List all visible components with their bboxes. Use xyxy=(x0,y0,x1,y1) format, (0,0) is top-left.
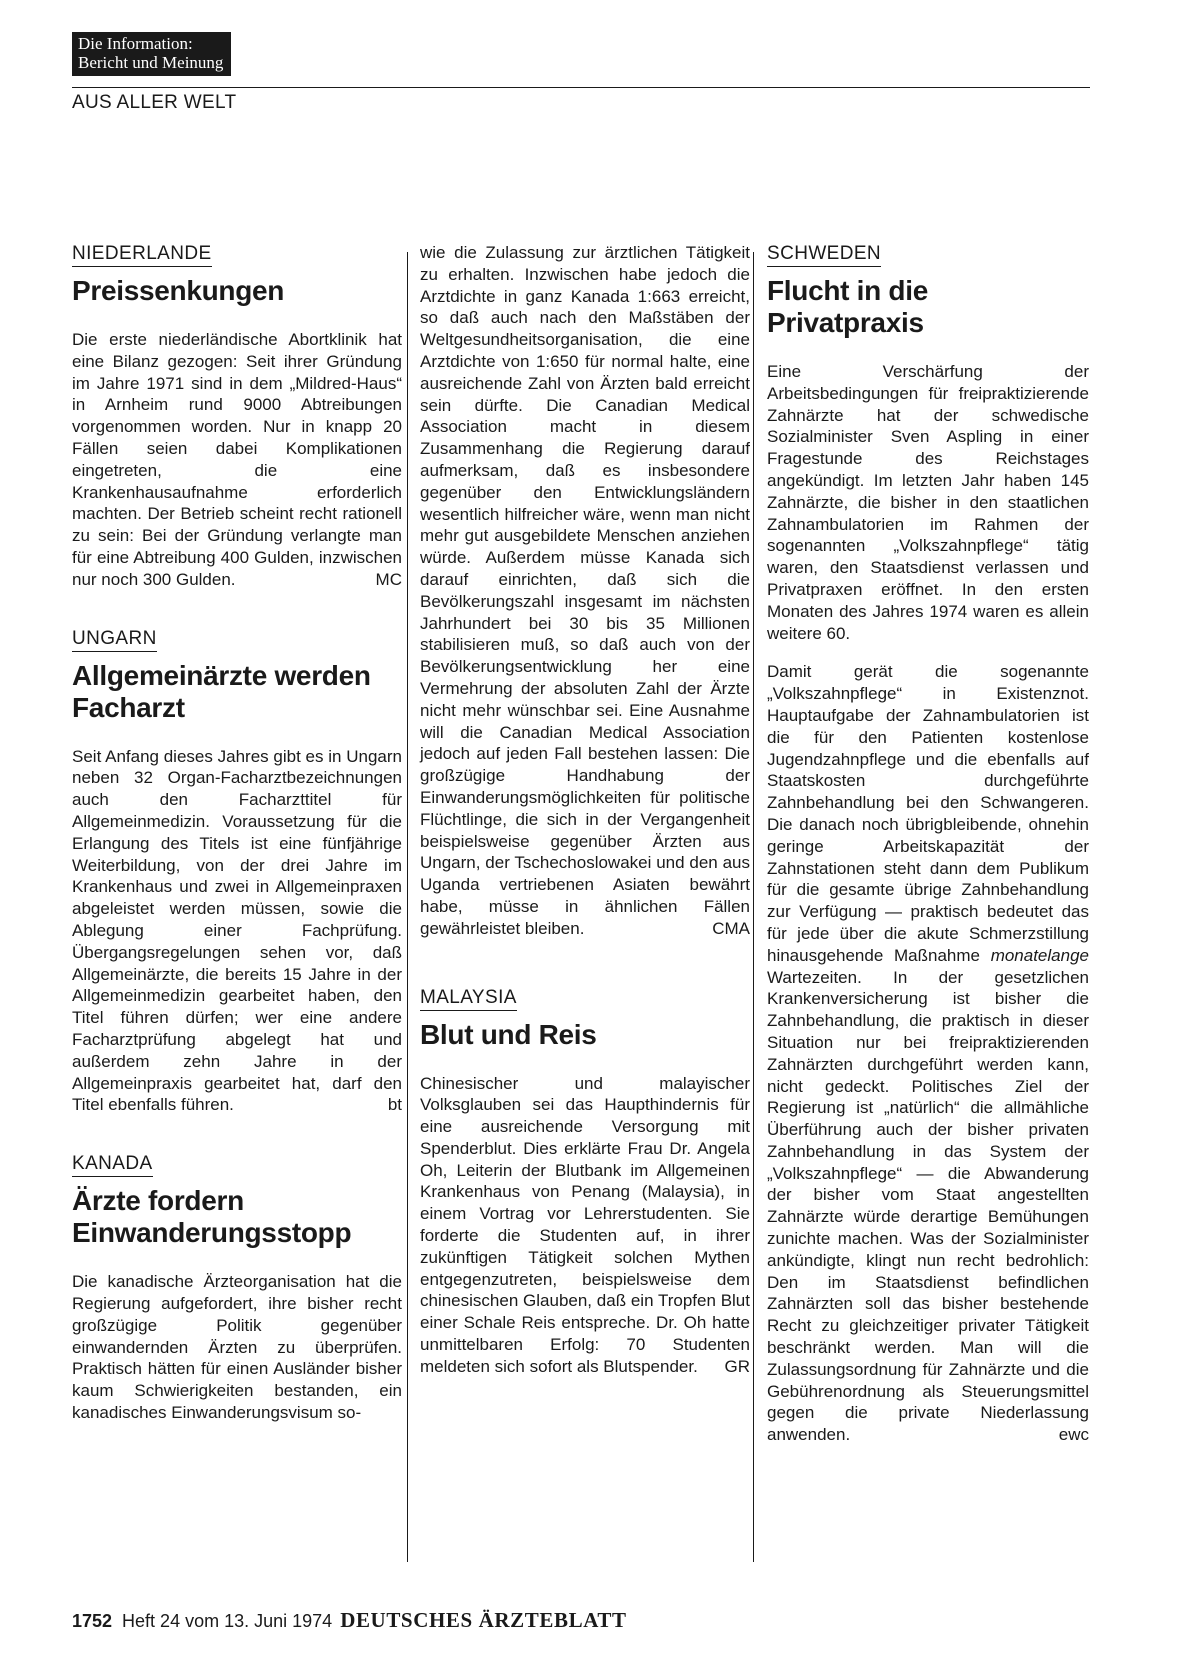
article-niederlande xyxy=(72,242,402,591)
column-1 xyxy=(72,242,402,1424)
rubric-line-1: Die Information: xyxy=(78,34,193,53)
article-kanada-continued xyxy=(420,242,750,940)
column-divider-2 xyxy=(753,252,754,1562)
article-body: Die kanadische Ärzteorganisation hat die Regierung aufgefordert, ihre bisher recht großzügige Politik gegenüber einwandernden Ärzten zu überprüfen. Praktisch hätten für einen Ausländer bisher kaum Schwierigkeiten bestanden, ein kanadisches Einwanderungsvisum so- xyxy=(72,1272,402,1422)
header-rubric-box xyxy=(72,32,231,76)
article-headline: Allgemeinärzte werden Facharzt xyxy=(72,659,371,723)
rubric-line-2: Bericht und Meinung xyxy=(78,53,224,72)
article-body: wie die Zulassung zur ärztlichen Tätigkeit zu erhalten. Inzwischen habe jedoch die Arztdichte in ganz Kanada 1:663 erreicht, so daß auch nach den Maßstäben der Weltgesundheitsorganisation, die eine Arztdichte von 1:650 für normal halte, eine ausreichende Zahl von Ärzten bald erreicht sein dürfte. Die Canadian Medical Association macht in diesem Zusammenhang die Regierung darauf aufmerksam, daß es insbesondere gegenüber den Entwicklungsländern wesentlich hilfreicher wäre, wenn man nicht mehr gut ausgebildete Menschen anziehen würde. Außerdem müsse Kanada sich darauf einrichten, daß sich die Bevölkerungszahl insgesamt im nächsten Jahrhundert bei 30 bis 35 Millionen stabilisieren muß, so daß auch von der Bevölkerungsentwicklung her eine Vermehrung der absoluten Zahl der Ärzte nicht mehr wünschbar sei. Eine Ausnahme will die Canadian Medical Association jedoch auf jeden Fall bestehen lassen: Die großzügige Handhabung der Einwanderungsmöglichkeiten für politische Flüchtlinge, die sich in der Vergangenheit beispielsweise gegenüber Ärzten aus Ungarn, der Tschechoslowakei und den aus Uganda vertriebenen Asiaten bewährt habe, müsse in ähnlichen Fällen gewährleistet bleiben. CMA xyxy=(420,243,750,938)
article-body: Chinesischer und malayischer Volksglauben sei das Haupthindernis für eine ausreichende Versorgung mit Spenderblut. Dies erklärte Frau Dr. Angela Oh, Leiterin der Blutbank im Allgemeinen Krankenhaus von Penang (Malaysia), in einem Vortrag vor Lehrerstudenten. Sie forderte die Studenten auf, in ihrer zukünftigen Tätigkeit solchen Mythen entgegenzutreten, beispielsweise dem chinesischen Glauben, daß ein Tropfen Blut einer Schale Reis entspreche. Dr. Oh hatte unmittelbaren Erfolg: 70 Studenten meldeten sich sofort als Blutspender. GR xyxy=(420,1073,750,1376)
article-body: Seit Anfang dieses Jahres gibt es in Ungarn neben 32 Organ-Facharztbezeichnungen auch den Facharzttitel für Allgemeinmedizin. Voraussetzung für die Erlangung des Titels ist eine fünfjährige Weiterbildung, von der drei Jahre im Krankenhaus und zwei in Allgemeinpraxen abgeleistet werden müssen, sowie die Ablegung einer Fachprüfung. Übergangsregelungen sehen vor, daß Allgemeinärzte, die bereits 15 Jahre in der Allgemeinmedizin gearbeitet haben, den Titel führen dürfen; wer eine andere Facharztprüfung abgelegt hat und außerdem zehn Jahre in der Allgemeinpraxis gearbeitet hat, darf den Titel ebenfalls führen. bt xyxy=(72,746,402,1115)
article-body-paragraph-2: Damit gerät die sogenannte „Volkszahnpflege“ in Existenznot. Hauptaufgabe der Zahnambulatorien ist die für den Patienten kostenlose Jugendzahnpflege und die ebenfalls auf Staatskosten durchgeführte Zahnbehandlung bei den Schwangeren. Die danach noch übrigbleibende, ohnehin geringe Arbeitskapazität der Zahnstationen steht dann dem Publikum für die gesamte übrige Zahnbehandlung zur Verfügung — praktisch bedeutet das für jede über die akute Schmerzstillung hinausgehende Maßnahme monatelange Wartezeiten. In der gesetzlichen Krankenversicherung ist bisher die Zahnbehandlung, die praktisch in dieser Situation nur bei freipraktizierenden Zahnärzten durchgeführt werden kann, nicht gedeckt. Politisches Ziel der Regierung ist „natürlich“ die allmähliche Überführung auch der bisher privaten Zahnbehandlung in das System der „Volkszahnpflege“ — die Abwanderung der bisher vom Staat angestellten Zahnärzte würde derartige Bemühungen zunichte machen. Was der Sozialminister ankündigte, klingt nun recht bedrohlich: Den im Staatsdienst befindlichen Zahnärzten soll das bisher bestehende Recht zu gleichzeitiger privater Tätigkeit beschränkt werden. Man will die Zulassungsordnung für Zahnärzte und die Gebührenordnung als Steuerungsmittel gegen die private Niederlassung anwenden. ewc xyxy=(767,662,1089,1445)
article-kicker: SCHWEDEN xyxy=(767,242,881,267)
article-schweden xyxy=(767,242,1089,1446)
author-signature: CMA xyxy=(712,918,750,938)
article-body-paragraph-1: Eine Verschärfung der Arbeitsbedingungen für freipraktizierende Zahnärzte hat der schwedische Sozialminister Sven Aspling in einer Fragestunde des Reichstages angekündigt. Im letzten Jahr haben 145 Zahnärzte, die bisher in den staatlichen Zahnambulatorien im Rahmen der sogenannten „Volkszahnpflege“ tätig waren, den Staatsdienst verlassen und Privatpraxen eröffnet. In den ersten Monaten des Jahres 1974 waren es allein weitere 60. xyxy=(767,362,1089,643)
article-kicker: UNGARN xyxy=(72,627,157,652)
author-signature: GR xyxy=(724,1356,750,1376)
column-3 xyxy=(767,242,1089,1446)
article-headline: Ärzte fordern Einwanderungsstopp xyxy=(72,1185,352,1249)
article-headline: Blut und Reis xyxy=(420,1018,597,1050)
issue-info: Heft 24 vom 13. Juni 1974 xyxy=(122,1611,333,1631)
article-body: Die erste niederländische Abortklinik hat eine Bilanz gezogen: Seit ihrer Gründung im Jahre 1971 sind in dem „Mildred-Haus“ in Arnheim rund 9000 Abtreibungen vorgenommen worden. Nur in knapp 20 Fällen seien dabei Komplikationen eingetreten, die eine Krankenhausaufnahme erforderlich machten. Der Betrieb scheint recht rationell zu sein: Bei der Gründung verlangte man für eine Abtreibung 400 Gulden, inzwischen nur noch 300 Gulden. MC xyxy=(72,330,402,589)
article-kicker: NIEDERLANDE xyxy=(72,242,212,267)
page-footer xyxy=(72,1608,627,1633)
emphasis: monatelange xyxy=(990,945,1089,965)
page-number: 1752 xyxy=(72,1611,113,1631)
section-title: AUS ALLER WELT xyxy=(72,92,237,113)
header-rule xyxy=(72,87,1090,88)
journal-masthead: DEUTSCHES ÄRZTEBLATT xyxy=(340,1608,627,1632)
article-headline: Flucht in die Privatpraxis xyxy=(767,275,928,338)
article-kicker: KANADA xyxy=(72,1152,153,1177)
column-2 xyxy=(420,242,750,1378)
author-signature: MC xyxy=(375,569,402,589)
article-ungarn xyxy=(72,627,402,1117)
article-kanada xyxy=(72,1152,402,1424)
article-kicker: MALAYSIA xyxy=(420,986,517,1011)
column-divider-1 xyxy=(407,252,408,1562)
article-malaysia xyxy=(420,986,750,1378)
author-signature: ewc xyxy=(1058,1425,1089,1445)
author-signature: bt xyxy=(387,1095,402,1115)
article-headline: Preissenkungen xyxy=(72,275,285,306)
